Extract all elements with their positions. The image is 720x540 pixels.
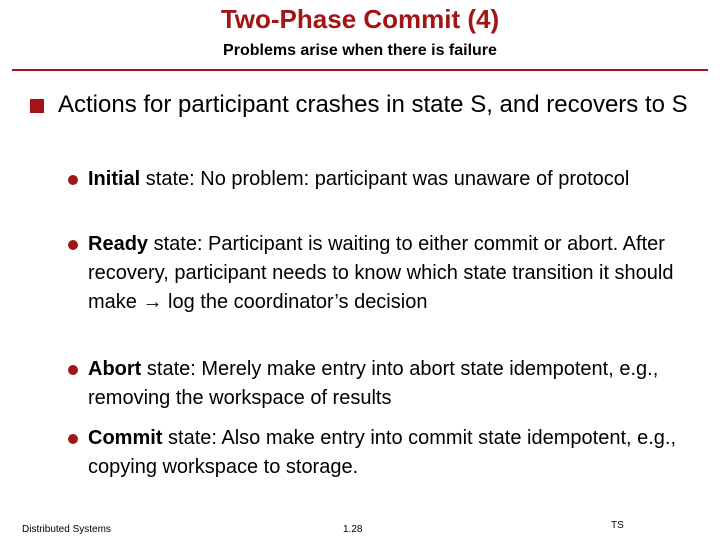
square-bullet-icon — [30, 99, 44, 113]
sub-bullet-term: Ready — [88, 233, 149, 255]
slide-title: Two-Phase Commit (4) — [220, 4, 500, 34]
sub-bullet-text: state: Merely make entry into abort state idempotent, e.g., removing the workspace of results — [88, 358, 659, 409]
round-bullet-icon — [68, 240, 78, 250]
round-bullet-icon — [68, 434, 78, 444]
sub-bullet-text: state: Also make entry into commit state idempotent, e.g., copying workspace to storage. — [88, 427, 677, 478]
round-bullet-icon — [68, 175, 78, 185]
main-bullet-text: Actions for participant crashes in state S, and recovers to S — [58, 91, 688, 118]
sub-bullet-commit — [68, 424, 678, 482]
round-bullet-icon — [68, 365, 78, 375]
sub-bullet-text: state: Participant is waiting to either commit or abort. After recovery, participant needs to know which state transition it should make → log the coordinator’s decision — [88, 233, 674, 313]
sub-bullet-term: Abort — [88, 358, 142, 380]
footer-course: Distributed Systems — [22, 524, 111, 535]
slide-subtitle: Problems arise when there is failure — [223, 42, 497, 59]
sub-bullet-abort — [68, 355, 678, 413]
sub-bullet-term: Commit — [88, 427, 163, 449]
sub-bullet-ready — [68, 230, 678, 317]
sub-bullet-text: state: No problem: participant was unaware of protocol — [140, 168, 630, 190]
sub-bullet-term: Initial — [88, 168, 141, 190]
footer-page-number: 1.28 — [343, 524, 363, 535]
title-divider — [12, 69, 708, 71]
main-bullet — [30, 90, 690, 120]
footer-author: TS — [611, 520, 624, 531]
sub-bullet-initial — [68, 165, 678, 194]
